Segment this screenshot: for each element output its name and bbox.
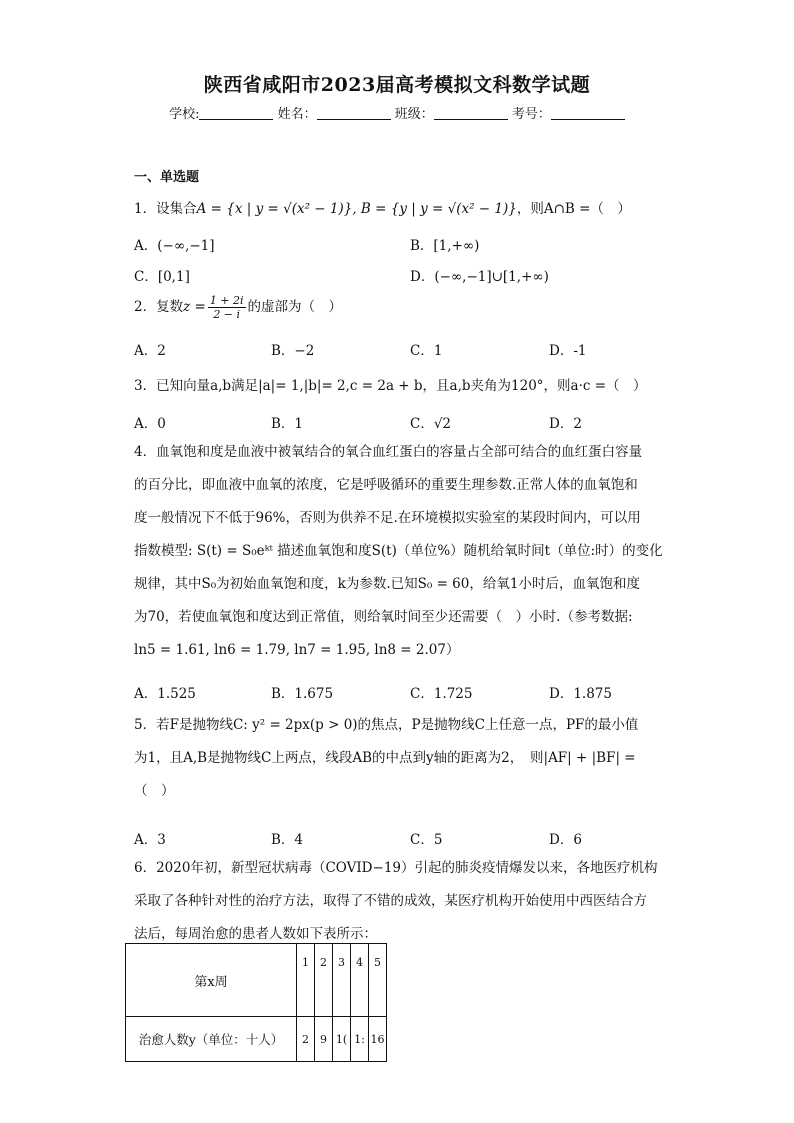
question-4 [134,436,664,667]
school-label: 学校: [169,107,200,122]
table-cell: 1( [333,1017,351,1062]
table-cell: 3 [333,944,351,1017]
q4-option-a[interactable]: A．1.525 [134,686,196,702]
q2-option-b[interactable]: B．−2 [271,343,315,359]
table-header-cell: 第x周 [126,944,297,1017]
q4-line: 指数模型: S(t) = S₀eᵏᵗ 描述血氧饱和度S(t)（单位%）随机给氧时间t（单位:时）的变化 [134,543,663,559]
q4-line: 4．血氧饱和度是血液中被氧结合的氧合血红蛋白的容量占全部可结合的血红蛋白容量 [134,444,643,460]
question-2 [134,294,342,321]
q5-line: 为1，且A,B是抛物线C上两点，线段AB的中点到y轴的距离为2， 则|AF| + |BF| = [134,750,636,766]
question-6 [134,852,664,951]
data-table [125,943,387,1062]
q2-option-a[interactable]: A．2 [134,343,166,359]
q1-set-a: A = {x | y = √(x² − 1)} [196,201,353,217]
q2-denominator: 2 − i [213,308,241,321]
q4-line: 度一般情况下不低于96%，否则为供养不足.在环境模拟实验室的某段时间内，可以用 [134,510,641,526]
q1-set-b: , B = {y | y = √(x² − 1)} [352,201,517,217]
student-info-row [0,103,794,122]
q1-option-a[interactable]: A．(−∞,−1] [134,238,215,254]
q2-option-c[interactable]: C．1 [410,343,443,359]
q2-z: z = [183,299,206,315]
table-cell: 4 [351,944,369,1017]
table-cell: 1: [351,1017,369,1062]
q6-line: 法后，每周治愈的患者人数如下表所示： [134,926,377,942]
q4-line: 的百分比，即血液中血氧的浓度，它是呼吸循环的重要生理参数.正常人体的血氧饱和 [134,477,638,493]
q1-option-c[interactable]: C．[0,1] [134,269,190,285]
q2-fraction [208,294,246,321]
question-3: 3．已知向量a,b满足|a|= 1,|b|= 2,c = 2a + b，且a,b夹角为120°，则a·c =（ ） [134,378,647,394]
q3-option-a[interactable]: A．0 [134,416,166,432]
table-row [126,1017,387,1062]
q4-line: 规律，其中S₀为初始血氧饱和度，k为参数.已知S₀ = 60，给氧1小时后，血氧饱和度 [134,576,640,592]
q6-line: 6．2020年初，新型冠状病毒（COVID−19）引起的肺炎疫情爆发以来，各地医疗机构 [134,860,658,876]
q4-option-d[interactable]: D．1.875 [549,686,612,702]
name-label: 姓名： [277,107,317,122]
q5-line: （ ） [134,783,175,799]
q6-line: 采取了各种针对性的治疗方法，取得了不错的成效，某医疗机构开始使用中西医结合方 [134,893,647,909]
school-field[interactable] [199,107,273,120]
q1-text: 1．设集合 [134,201,197,217]
table-cell: 16 [369,1017,387,1062]
q3-option-c[interactable]: C．√2 [410,416,452,432]
class-label: 班级： [394,107,434,122]
q2-numerator: 1 + 2i [209,294,244,307]
table-cell: 2 [315,944,333,1017]
table-cell: 9 [315,1017,333,1062]
q2-suffix: 的虚部为（ ） [247,299,343,315]
q4-option-c[interactable]: C．1.725 [410,686,473,702]
q5-option-c[interactable]: C．5 [410,832,443,848]
number-label: 考号： [511,107,551,122]
q4-option-b[interactable]: B．1.675 [271,686,334,702]
q1-option-d[interactable]: D．(−∞,−1]∪[1,+∞) [410,269,549,285]
q5-option-a[interactable]: A．3 [134,832,166,848]
q2-option-d[interactable]: D．-1 [549,343,587,359]
q4-line: 为70，若使血氧饱和度达到正常值，则给氧时间至少还需要（ ）小时.（参考数据: [134,609,633,625]
table-cell: 1 [297,944,315,1017]
question-5 [134,709,664,808]
name-field[interactable] [317,107,391,120]
number-field[interactable] [551,107,625,120]
table-row [126,944,387,1017]
q2-prefix: 2．复数 [134,299,184,315]
q5-line: 5．若F是抛物线C: y² = 2px(p > 0)的焦点，P是抛物线C上任意一点，PF的最小值 [134,717,639,733]
table-header-cell: 治愈人数y（单位：十人） [126,1017,297,1062]
q1-option-b[interactable]: B．[1,+∞) [410,238,480,254]
table-cell: 5 [369,944,387,1017]
section-title: 一、单选题 [134,170,200,185]
class-field[interactable] [434,107,508,120]
table-cell: 2 [297,1017,315,1062]
page-title: 陕西省咸阳市2023届高考模拟文科数学试题 [203,74,591,96]
q3-option-b[interactable]: B．1 [271,416,304,432]
q3-option-d[interactable]: D．2 [549,416,582,432]
question-1 [134,197,631,217]
q1-tail: ，则A∩B =（ ） [516,201,631,217]
q5-option-b[interactable]: B．4 [271,832,304,848]
q5-option-d[interactable]: D．6 [549,832,582,848]
q4-line: ln5 = 1.61, ln6 = 1.79, ln7 = 1.95, ln8 = 2.07） [134,642,460,658]
